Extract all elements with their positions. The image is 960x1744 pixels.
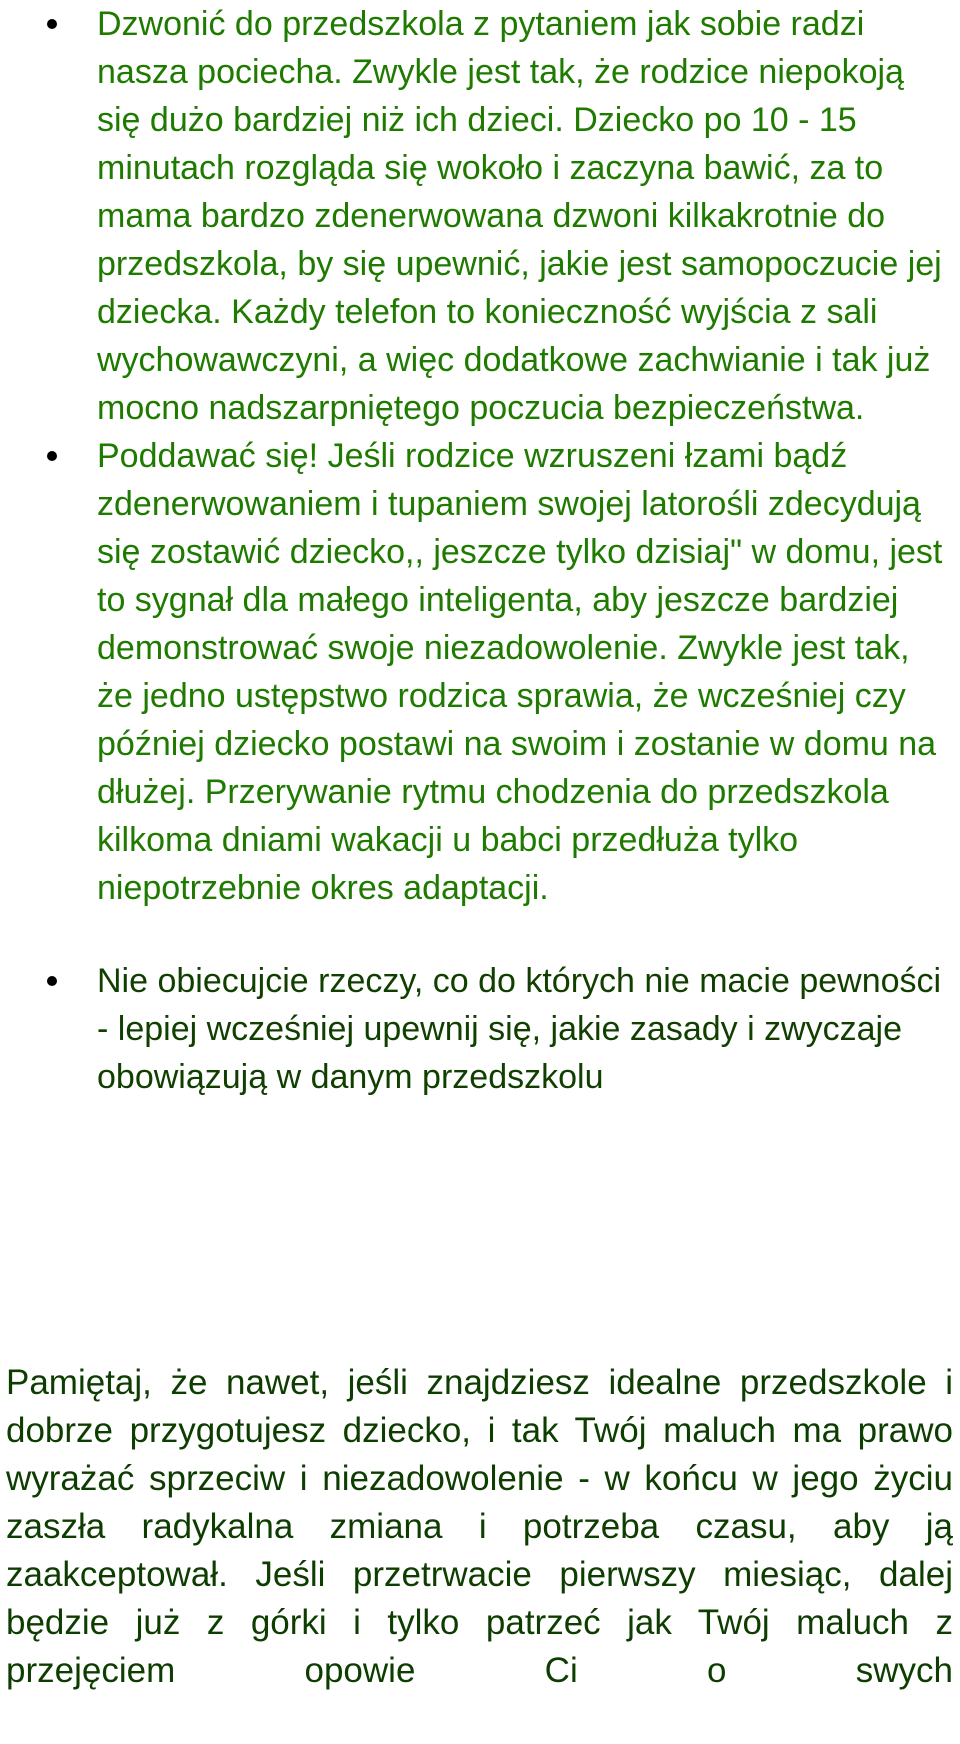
list-item-text: Dzwonić do przedszkola z pytaniem jak sobie radzi nasza pociecha. Zwykle jest tak, że rodzice niepokoją się dużo bardziej niż ich dzieci. Dziecko po 10 - 15 minutach rozgląda się wokoło i zaczyna bawić, za to mama bardzo zdenerwowana dzwoni kilkakrotnie do przedszkola, by się upewnić, jakie jest samopoczucie jej dziecka. Każdy telefon to konieczność wyjścia z sali wychowawczyni, a więc dodatkowe zachwianie i tak już mocno nadszarpniętego poczucia bezpieczeństwa. (97, 5, 942, 427)
closing-paragraph: Pamiętaj, że nawet, jeśli znajdziesz idealne przedszkole i dobrze przygotujesz dziecko, i tak Twój maluch ma prawo wyrażać sprzeciw i niezadowolenie - w końcu w jego życiu zaszła radykalna zmiana i potrzeba czasu, aby ją zaakceptował. Jeśli przetrwacie pierwszy miesiąc, dalej będzie już z górki i tylko patrzeć jak Twój maluch z przejęciem opowie Ci o swych (6, 1363, 953, 1690)
list-item-text: Poddawać się! Jeśli rodzice wzruszeni łzami bądź zdenerwowaniem i tupaniem swojej latorośli zdecydują się zostawić dziecko,, jeszcze tylko dzisiaj" w domu, jest to sygnał dla małego inteligenta, aby jeszcze bardziej demonstrować swoje niezadowolenie. Zwykle jest tak, że jedno ustępstwo rodzica sprawia, że wcześniej czy później dziecko postawi na swoim i zostanie w domu na dłużej. Przerywanie rytmu chodzenia do przedszkola kilkoma dniami wakacji u babci przedłuża tylko niepotrzebnie okres adaptacji. (97, 437, 943, 907)
list-item (0, 957, 960, 1101)
list-item (0, 432, 960, 912)
bullet-icon (47, 451, 57, 461)
list-item-text: Nie obiecujcie rzeczy, co do których nie macie pewności - lepiej wcześniej upewnij się, jakie zasady i zwyczaje obowiązują w danym przedszkolu (97, 962, 942, 1096)
bullet-icon (47, 19, 57, 29)
list-item (0, 0, 960, 432)
bullet-icon (47, 976, 57, 986)
